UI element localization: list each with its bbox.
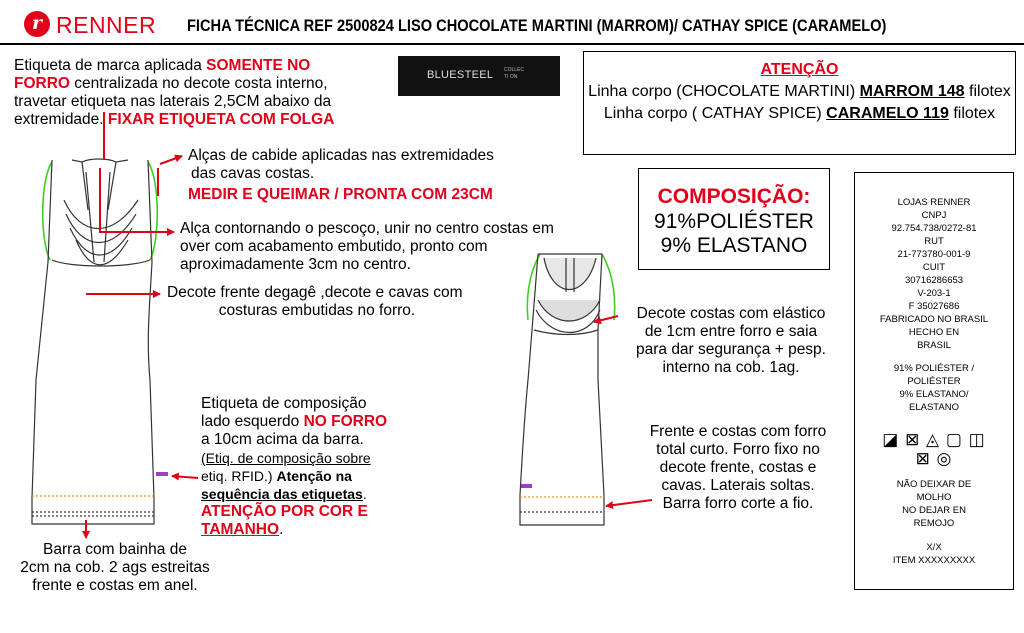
page-title: FICHA TÉCNICA REF 2500824 LISO CHOCOLATE MARTINI (MARROM)/ CATHAY SPICE (CARAMELO) xyxy=(187,16,887,35)
hanger-strap-note: Alças de cabide aplicadas nas extremidades das cavas costas. MEDIR E QUEIMAR / PRONTA COM 23CM xyxy=(188,147,494,203)
hanger-strap-right-icon xyxy=(148,162,157,260)
arrow-lining xyxy=(606,500,652,506)
renner-logo-icon: r xyxy=(24,11,50,37)
care-symbols-row2-icon: ⊠ ◎ xyxy=(915,449,953,468)
hanger-strap-left-icon xyxy=(43,162,52,260)
composition-line-2: 9% ELASTANO xyxy=(660,234,808,257)
brand-tag-note: Etiqueta de marca aplicada SOMENTE NO FORRO centralizada no decote costa interno, travetar etiqueta nas laterais 2,5CM abaixo da extremidade. FIXAR ETIQUETA COM FOLGA xyxy=(14,57,335,128)
arrow-neck-strap xyxy=(100,168,174,232)
attention-line-2: Linha corpo ( CATHAY SPICE) CARAMELO 119 filotex xyxy=(603,105,996,122)
attention-title: ATENÇÃO xyxy=(760,61,839,78)
composition-tag-note: Etiqueta de composição lado esquerdo NO FORRO a 10cm acima da barra. (Etiq. de composição sobre etiq. RFID.) Atenção na sequência das etiquetas. ATENÇÃO POR COR E TAMANHO. xyxy=(201,395,388,538)
back-dress-sketch xyxy=(520,254,615,525)
brand-label-sub: COLLEC TI ON xyxy=(504,67,525,80)
care-symbols-icon: ◪ ⊠ ◬ ▢ ◫ xyxy=(882,430,986,449)
care-label: LOJAS RENNER CNPJ 92.754.738/0272-81 RUT 21-773780-001-9 CUIT 30716286653 V-203-1 F 35027686 FABRICADO NO BRASIL HECHO EN BRASIL 91% POLIÉSTER / POLIÉSTER 9% ELASTANO/ ELASTANO ◪ ⊠ ◬ ▢ ◫ ⊠ ◎ NÃO DEIXAR DE MOLHO NO DEJAR EN REMOJO X/X ITEM XXXXXXXXX xyxy=(854,172,1014,590)
brand-label-name: BLUESTEEL xyxy=(427,69,494,81)
renner-logo-text: RENNER xyxy=(56,12,157,38)
arrow-hanger xyxy=(160,156,182,164)
attention-line-1: Linha corpo (CHOCOLATE MARTINI) MARROM 148 filotex xyxy=(588,83,1011,100)
lining-note: Frente e costas com forro total curto. Forro fixo no decote frente, costas e cavas. Laterais soltas. Barra forro corte a fio. xyxy=(649,423,827,512)
composition-title: COMPOSIÇÃO: xyxy=(657,185,811,208)
arrow-comp-tag xyxy=(172,476,198,478)
neck-strap-note: Alça contornando o pescoço, unir no centro costas em over com acabamento embutido, pronto com aproximadamente 3cm no centro. xyxy=(180,220,554,273)
hem-note: Barra com bainha de 2cm na cob. 2 ags estreitas frente e costas em anel. xyxy=(20,541,210,594)
composition-line-1: 91%POLIÉSTER xyxy=(654,210,814,233)
back-neckline-note: Decote costas com elástico de 1cm entre forro e saia para dar segurança + pesp. interno na cob. 1ag. xyxy=(635,305,826,376)
front-neckline-note: Decote frente degagê ,decote e cavas com costuras embutidas no forro. xyxy=(167,284,463,319)
callout-arrows xyxy=(86,112,652,538)
